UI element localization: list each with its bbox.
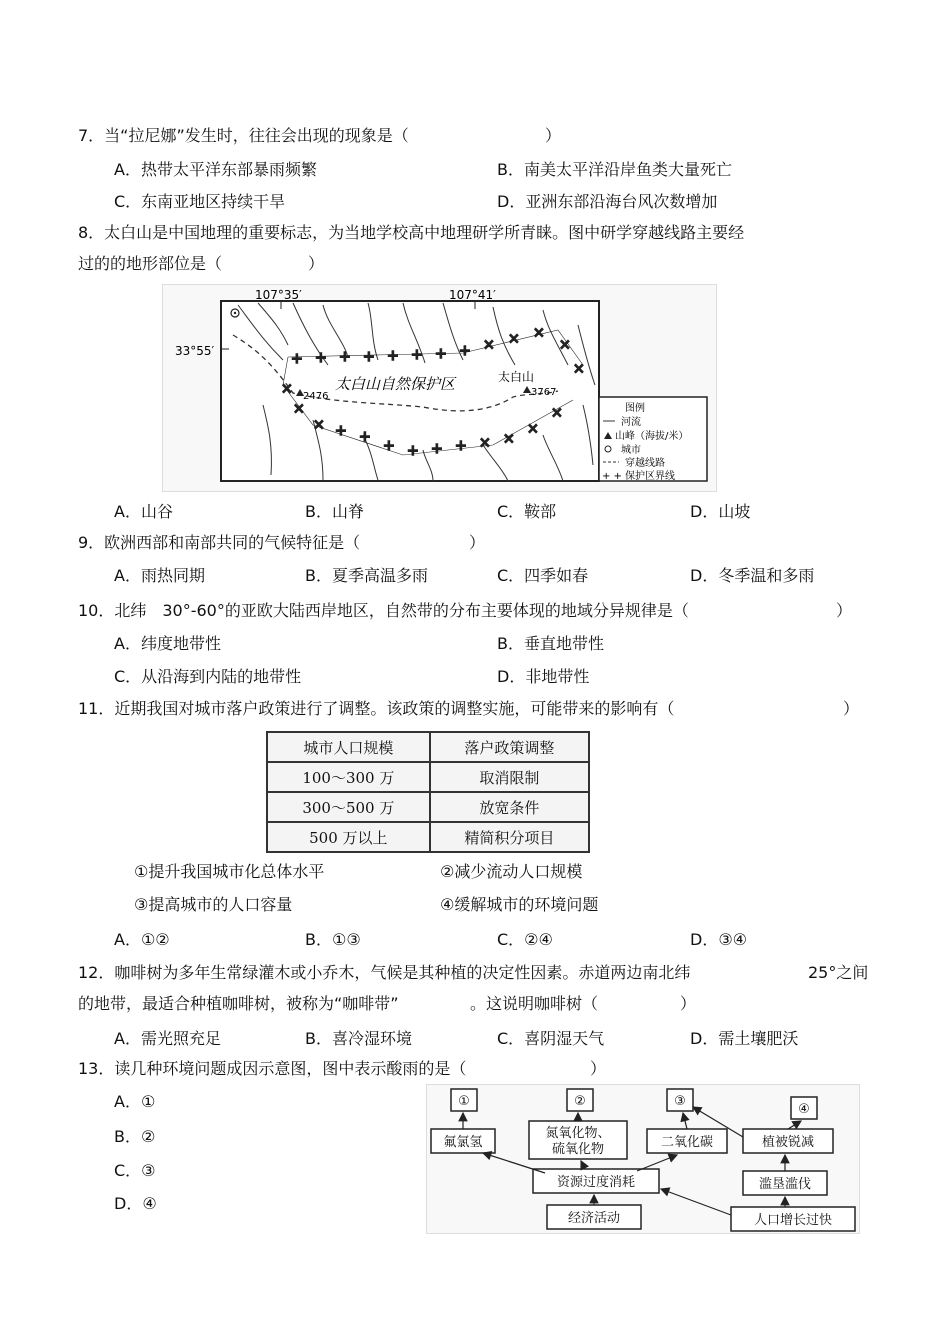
svg-text:×: × [573, 361, 585, 377]
legend-peak: 山峰（海拔/米） [615, 431, 689, 442]
table-cell: 取消限制 [430, 762, 589, 792]
svg-text:+: + [455, 438, 467, 454]
diagram-cfc: 氟氯氢 [443, 1135, 483, 1150]
q7-option-c: C．东南亚地区持续干旱 [114, 192, 286, 211]
q13-option-b: B．② [114, 1127, 156, 1146]
svg-text:+: + [459, 343, 471, 359]
q11-stem: 11．近期我国对城市落户政策进行了调整。该政策的调整实施，可能带来的影响有（ [78, 699, 675, 718]
q12-stem: 12．咖啡树为多年生常绿灌木或小乔木，气候是其种植的决定性因素。赤道两边南北纬 [78, 963, 691, 982]
svg-text:+: + [435, 346, 447, 362]
q9-option-a: A．雨热同期 [114, 566, 205, 585]
q10-option-d: D．非地带性 [497, 667, 590, 686]
legend-route: 穿越线路 [625, 458, 665, 469]
svg-text:×: × [527, 421, 539, 437]
peak-elev-2: 2476 [303, 391, 329, 402]
q9-option-d: D．冬季温和多雨 [690, 566, 815, 585]
q11-option-d: D．③④ [690, 930, 748, 949]
q9-option-c: C．四季如春 [497, 566, 589, 585]
reserve-name: 太白山自然保护区 [335, 375, 456, 393]
q8-option-b: B．山脊 [305, 502, 364, 521]
q7-close: ） [545, 126, 562, 145]
q11-statement-1: ①提升我国城市化总体水平 [134, 862, 325, 881]
peak-elev-1: 3767 [531, 387, 557, 398]
table-header: 城市人口规模 [267, 732, 430, 762]
table-row [267, 762, 589, 792]
table-row [267, 792, 589, 822]
q11-close: ） [843, 699, 860, 718]
svg-text:×: × [503, 431, 515, 447]
diagram-economic-activity: 经济活动 [567, 1211, 621, 1226]
q11-statement-4: ④缓解城市的环境问题 [440, 895, 599, 914]
svg-text:×: × [313, 417, 325, 433]
lon-label-2: 107°41′ [449, 288, 496, 302]
svg-text:+: + [387, 348, 399, 364]
table-cell: 放宽条件 [430, 792, 589, 822]
table-cell: 300～500 万 [267, 792, 430, 822]
q12-stem-tail: 25°之间 [808, 963, 869, 982]
svg-text:×: × [533, 325, 545, 341]
svg-text:×: × [281, 381, 293, 397]
diagram-co2: 二氧化碳 [660, 1135, 714, 1150]
q13-option-a: A．① [114, 1092, 156, 1111]
diagram-population-growth: 人口增长过快 [753, 1213, 833, 1228]
diagram-arrows [463, 1107, 801, 1215]
svg-text:+: + [431, 441, 443, 457]
svg-text:+ +: + + [602, 471, 622, 482]
q13-option-d: D．④ [114, 1194, 157, 1213]
svg-text:+: + [339, 349, 351, 365]
legend-river: 河流 [621, 417, 641, 428]
table-header: 落户政策调整 [430, 732, 589, 762]
svg-text:×: × [483, 337, 495, 353]
svg-text:+: + [407, 443, 419, 459]
svg-text:+: + [383, 438, 395, 454]
diagram-overgrazing: 滥垦滥伐 [758, 1177, 812, 1192]
svg-text:+: + [291, 351, 303, 367]
q11-statement-3: ③提高城市的人口容量 [134, 895, 293, 914]
legend-title: 图例 [625, 403, 645, 414]
q10-option-c: C．从沿海到内陆的地带性 [114, 667, 302, 686]
diagram-nox: 氮氧化物、 [545, 1126, 611, 1141]
svg-text:+: + [315, 350, 327, 366]
svg-text:+: + [359, 429, 371, 445]
lat-label: 33°55′ [175, 344, 215, 358]
diagram-resource-overuse: 资源过度消耗 [556, 1175, 636, 1190]
legend-city: 城市 [621, 445, 641, 456]
table-cell: 100～300 万 [267, 762, 430, 792]
q12-option-d: D．需土壤肥沃 [690, 1029, 799, 1048]
diagram-sox: 硫氧化物 [551, 1142, 605, 1157]
q11-option-a: A．①② [114, 930, 170, 949]
q13-stem: 13．读几种环境问题成因示意图，图中表示酸雨的是（ [78, 1059, 467, 1078]
q7-option-a: A．热带太平洋东部暴雨频繁 [114, 160, 317, 179]
q8-close: ） [308, 254, 325, 273]
q10-option-b: B．垂直地带性 [497, 634, 604, 653]
legend-boundary: 保护区界线 [625, 471, 675, 482]
q8-option-a: A．山谷 [114, 502, 173, 521]
q12-stem-line2: 的地带，最适合种植咖啡树，被称为“咖啡带” [78, 994, 399, 1013]
lon-label-1: 107°35′ [255, 288, 302, 302]
diagram-vegetation-loss: 植被锐减 [761, 1135, 815, 1150]
peak-name: 太白山 [498, 370, 535, 384]
q8-stem-line2: 过的的地形部位是（ [78, 254, 223, 273]
diagram-node-1: ① [458, 1094, 470, 1109]
table-cell: 精简积分项目 [430, 822, 589, 852]
q12-option-c: C．喜阴湿天气 [497, 1029, 605, 1048]
diagram-node-4: ④ [798, 1102, 810, 1117]
q7-option-b: B．南美太平洋沿岸鱼类大量死亡 [497, 160, 732, 179]
q8-stem: 8．太白山是中国地理的重要标志，为当地学校高中地理研学所青睐。图中研学穿越线路主要经 [78, 223, 745, 242]
svg-text:+: + [363, 349, 375, 365]
q11-option-b: B．①③ [305, 930, 361, 949]
q8-option-d: D．山坡 [690, 502, 751, 521]
q9-close: ） [469, 533, 486, 552]
svg-text:×: × [293, 401, 305, 417]
svg-text:×: × [479, 435, 491, 451]
environment-diagram [426, 1084, 860, 1234]
q12-stem-line2-tail: 。这说明咖啡树（ [470, 994, 599, 1013]
svg-text:×: × [551, 405, 563, 421]
q10-close: ） [836, 601, 853, 620]
diagram-node-3: ③ [674, 1094, 686, 1109]
svg-text:+: + [335, 423, 347, 439]
q11-option-c: C．②④ [497, 930, 553, 949]
q8-option-c: C．鞍部 [497, 502, 557, 521]
q9-option-b: B．夏季高温多雨 [305, 566, 428, 585]
table-cell: 500 万以上 [267, 822, 430, 852]
q12-close: ） [680, 994, 697, 1013]
svg-text:×: × [508, 331, 520, 347]
q7-option-d: D．亚洲东部沿海台风次数增加 [497, 192, 718, 211]
q11-statement-2: ②减少流动人口规模 [440, 862, 583, 881]
svg-text:+: + [411, 347, 423, 363]
taibai-map [162, 284, 717, 492]
diagram-node-2: ② [574, 1094, 586, 1109]
q10-stem: 10．北纬 30°-60°的亚欧大陆西岸地区，自然带的分布主要体现的地域分异规律是（ [78, 601, 689, 620]
q13-close: ） [590, 1059, 607, 1078]
q12-option-b: B．喜冷湿环境 [305, 1029, 412, 1048]
q10-option-a: A．纬度地带性 [114, 634, 221, 653]
q9-stem: 9．欧洲西部和南部共同的气候特征是（ [78, 533, 361, 552]
svg-text:×: × [559, 337, 571, 353]
q7-stem: 7．当“拉尼娜”发生时，往往会出现的现象是（ [78, 126, 409, 145]
table-row [267, 822, 589, 852]
q13-option-c: C．③ [114, 1161, 156, 1180]
policy-table [266, 731, 590, 853]
q12-option-a: A．需光照充足 [114, 1029, 221, 1048]
